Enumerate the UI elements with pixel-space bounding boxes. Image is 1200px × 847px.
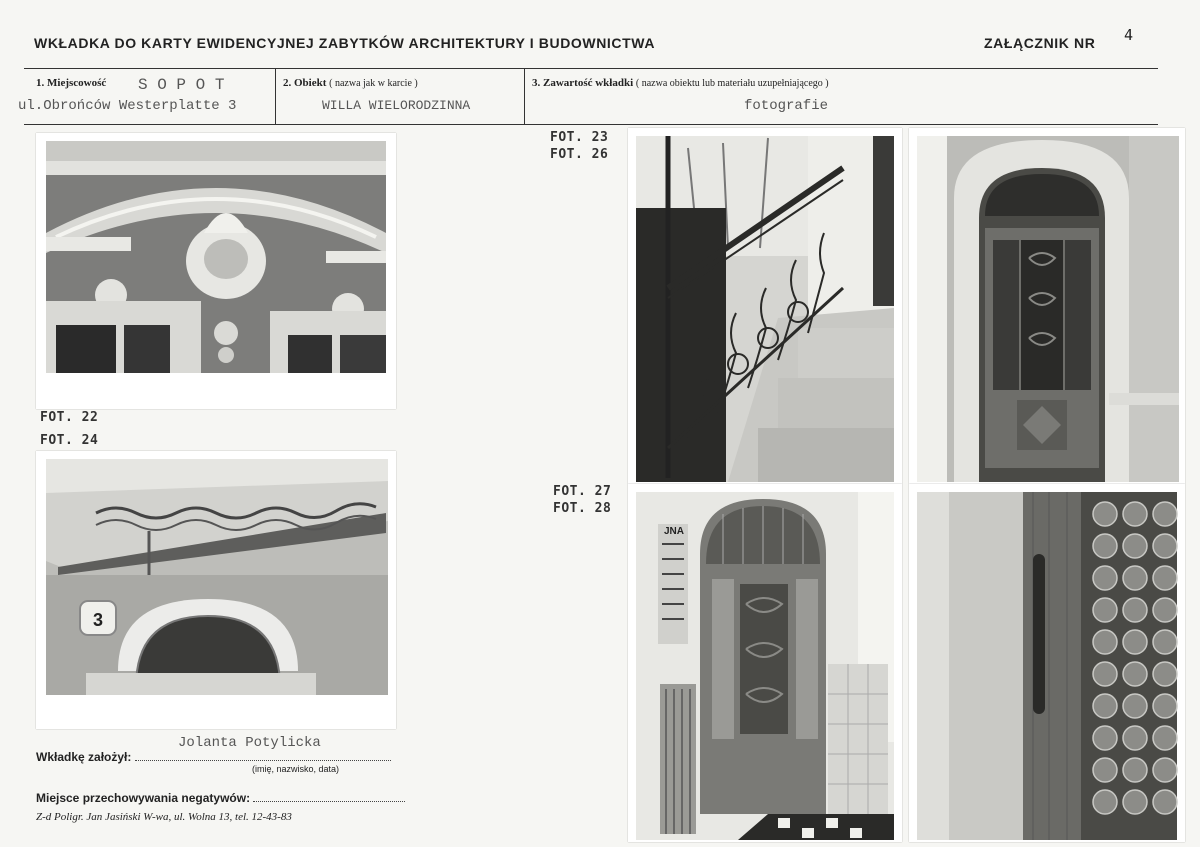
founder-hint: (imię, nazwisko, data) — [252, 764, 340, 774]
founder-dotted-line — [135, 760, 391, 761]
address-value: ul.Obrońców Westerplatte 3 — [18, 98, 237, 114]
negatives-dotted-line — [253, 801, 405, 802]
sign-text: JNA — [664, 526, 685, 537]
founder-value: Jolanta Potylicka — [178, 735, 321, 751]
photo-fot26 — [909, 128, 1185, 484]
founder-label: Wkładkę założył: — [36, 750, 132, 764]
printer-imprint: Z-d Poligr. Jan Jasiński W-wa, ul. Wolna 13, tel. 12-43-83 — [36, 811, 292, 823]
label-fot27: FOT. 27 — [553, 484, 612, 499]
negatives-row — [36, 791, 405, 805]
annex-number: 4 — [1124, 26, 1134, 44]
photo-fot22 — [36, 133, 396, 409]
object-label-text: 2. Obiekt — [283, 77, 327, 89]
label-fot24: FOT. 24 — [40, 433, 99, 448]
content-label — [532, 77, 829, 89]
annex-label: ZAŁĄCZNIK NR — [984, 35, 1096, 51]
label-fot28: FOT. 28 — [553, 501, 612, 516]
field-divider-2 — [524, 68, 525, 125]
photo-fot28 — [909, 484, 1185, 842]
negatives-label: Miejsce przechowywania negatywów: — [36, 791, 251, 805]
content-value: fotografie — [744, 98, 829, 114]
photo-fot24 — [36, 451, 396, 729]
object-label — [283, 77, 418, 89]
object-value: WILLA WIELORODZINNA — [322, 98, 471, 113]
content-hint: ( nazwa obiektu lub materiału uzupełniającego ) — [635, 78, 829, 89]
header-rule-top — [24, 68, 1158, 69]
photo-fot23 — [628, 128, 902, 484]
label-fot23: FOT. 23 — [550, 130, 609, 145]
object-hint: ( nazwa jak w karcie ) — [329, 78, 418, 89]
label-fot22: FOT. 22 — [40, 410, 99, 425]
house-number: 3 — [92, 610, 104, 630]
founder-row — [36, 750, 391, 764]
content-label-text: 3. Zawartość wkładki — [532, 77, 634, 89]
header-rule-bottom — [24, 124, 1158, 125]
form-title: WKŁADKA DO KARTY EWIDENCYJNEJ ZABYTKÓW ARCHITEKTURY I BUDOWNICTWA — [34, 35, 656, 51]
photo-fot27 — [628, 484, 902, 842]
locality-label: 1. Miejscowość — [36, 77, 107, 89]
locality-value: S O P O T — [138, 76, 225, 94]
label-fot26: FOT. 26 — [550, 147, 609, 162]
field-divider-1 — [275, 68, 276, 125]
